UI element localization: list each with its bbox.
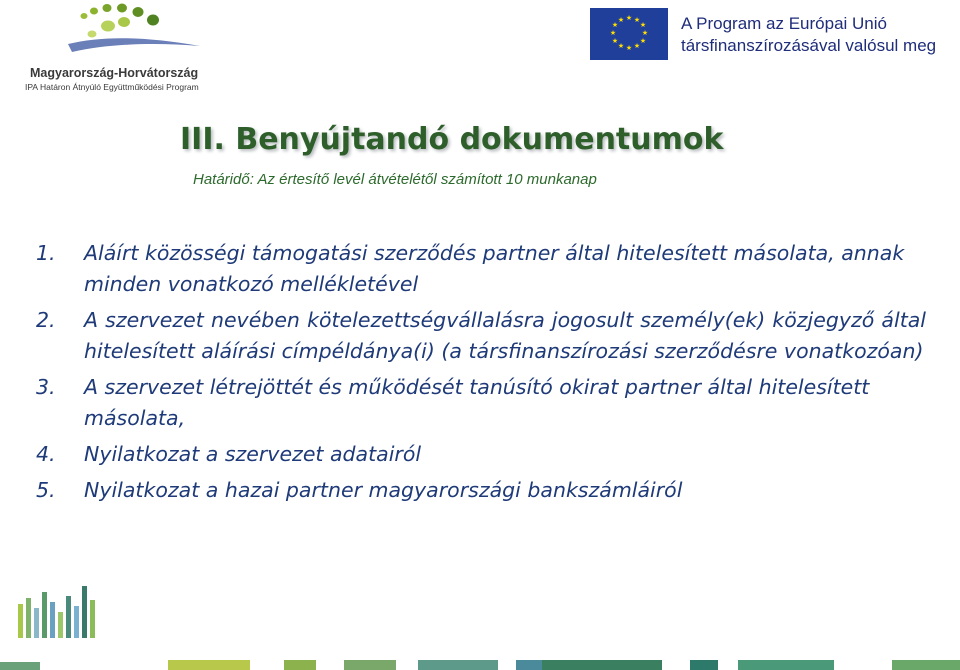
list-item	[36, 305, 926, 367]
svg-text:★: ★	[625, 14, 633, 22]
list-item-number: 3.	[36, 375, 56, 399]
svg-text:★: ★	[609, 29, 617, 37]
bar-decoration-icon	[16, 582, 106, 642]
svg-text:★: ★	[611, 21, 619, 29]
eu-flag-icon	[590, 8, 668, 60]
list-item-text: Nyilatkozat a szervezet adatairól	[84, 442, 422, 466]
program-name: Magyarország-Horvátország	[30, 66, 199, 80]
list-item-number: 5.	[36, 478, 56, 502]
list-item	[36, 439, 926, 470]
program-subname: IPA Határon Átnyúló Együttműködési Program	[25, 82, 199, 92]
deadline-subtitle: Határidő: Az értesítő levél átvételétől számított 10 munkanap	[193, 171, 597, 188]
list-item	[36, 238, 926, 300]
list-item-number: 1.	[36, 241, 56, 265]
list-item	[36, 372, 926, 434]
leaf-dots-logo-icon	[62, 2, 212, 62]
program-logo	[22, 2, 232, 94]
page-title: III. Benyújtandó dokumentumok	[180, 122, 724, 157]
list-item-number: 2.	[36, 308, 56, 332]
svg-text:★: ★	[617, 16, 625, 24]
svg-text:★: ★	[641, 29, 649, 37]
svg-text:★: ★	[617, 42, 625, 50]
svg-text:★: ★	[639, 21, 647, 29]
svg-text:★: ★	[625, 44, 633, 52]
svg-text:★: ★	[633, 42, 641, 50]
eu-text-line2: társfinanszírozásával valósul meg	[681, 36, 937, 55]
list-item-text: Nyilatkozat a hazai partner magyarországi bankszámláiról	[84, 478, 683, 502]
document-list	[36, 238, 926, 506]
list-item	[36, 475, 926, 506]
svg-text:★: ★	[633, 16, 641, 24]
eu-text-line1: A Program az Európai Unió	[681, 14, 887, 33]
footer-color-bar	[0, 656, 960, 670]
list-item-text: A szervezet létrejöttét és működését tanúsító okirat partner által hitelesített másolata,	[84, 375, 870, 430]
list-item-number: 4.	[36, 442, 56, 466]
list-item-text: A szervezet nevében kötelezettségvállalásra jogosult személy(ek) közjegyző által hitelesített aláírási címpéldánya(i) (a társfinanszírozási szerződésre vonatkozóan)	[84, 308, 926, 363]
svg-text:★: ★	[611, 37, 619, 45]
list-item-text: Aláírt közösségi támogatási szerződés partner által hitelesített másolata, annak minden vonatkozó mellékletével	[84, 241, 905, 296]
svg-text:★: ★	[639, 37, 647, 45]
eu-cofinancing-text	[681, 13, 936, 57]
